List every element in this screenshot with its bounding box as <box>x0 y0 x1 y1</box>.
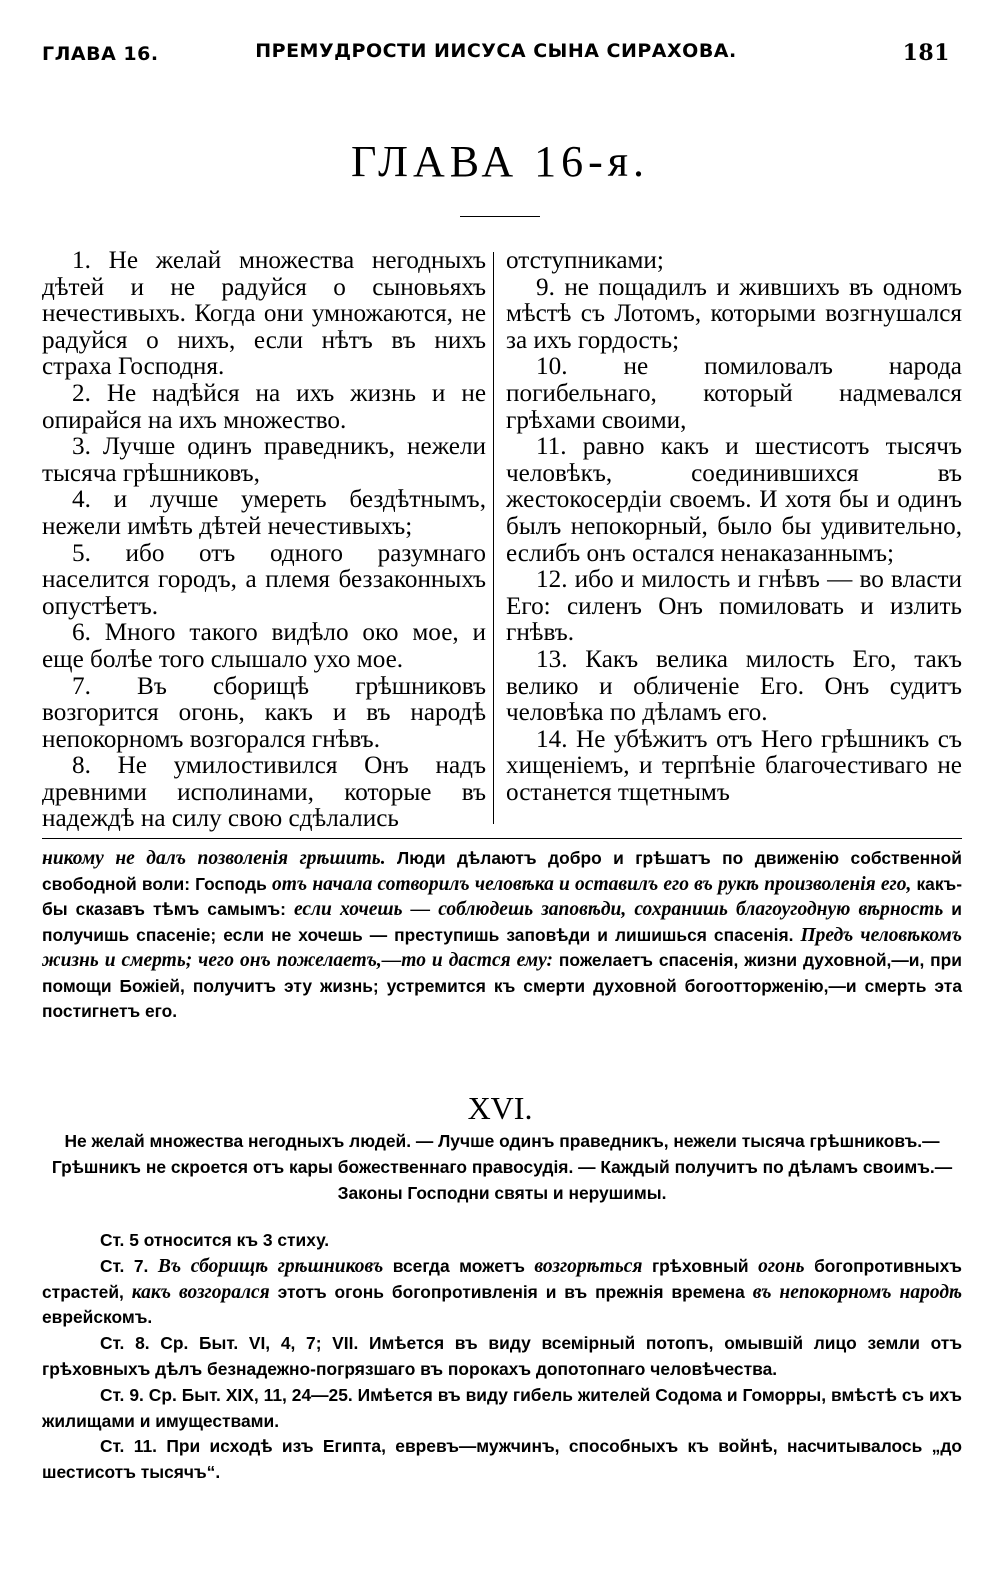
note-run: Ст. 9. Ср. Быт. XIX, 11, 24—25. Имѣется въ виду гибель жителей Содома и Гоморры, вмѣстѣ съ ихъ жилищами и имуществами. <box>42 1384 962 1431</box>
note <box>42 1434 962 1486</box>
note <box>42 1383 962 1435</box>
title-divider <box>460 216 540 217</box>
header-chapter-label: ГЛАВА 16. <box>42 43 159 65</box>
page-number: 181 <box>902 40 950 66</box>
note-run: Ст. 8. Ср. Быт. VI, 4, 7; VII. Имѣется въ виду всемірный потопъ, омывшій лицо земли отъ грѣховныхъ дѣлъ безнадежно-погрязшаго въ порокахъ допотопнаго человѣчества. <box>42 1333 962 1379</box>
commentary-run: пожелаетъ спасенія, жизни духовной,—и, при помощи Божіей, получитъ эту жизнь; устремится къ смерти духовной богоотторженію,—и смерть эта постигнетъ его. <box>42 950 962 1021</box>
verse: 1. Не желай множества негодныхъ дѣтей и не радуйся о сыновьяхъ нечестивыхъ. Когда они умножаются, не радуйся о нихъ, если нѣтъ въ нихъ страха Господня. <box>42 247 486 381</box>
note-run: богопротивныхъ страстей, <box>42 1255 962 1302</box>
commentary-run: никому не далъ позволенія грѣшить. <box>42 848 386 869</box>
verse-notes <box>42 1228 962 1486</box>
right-column <box>506 248 962 806</box>
running-header <box>42 40 950 70</box>
verse: 12. ибо и милость и гнѣвъ — во власти Его: силенъ Онъ помиловать и излить гнѣвъ. <box>506 566 962 647</box>
note-run: какъ возгорался <box>131 1281 270 1303</box>
commentary-run: отъ начала сотворилъ человѣка и оставилъ его въ рукѣ произволенія его, <box>271 873 912 895</box>
note-run: Въ сборищѣ грѣшниковъ <box>157 1255 384 1277</box>
commentary-run: Предъ человѣкомъ жизнь и смерть; чего онъ пожелаетъ,—то и дастся ему: <box>42 924 962 972</box>
note <box>42 1254 962 1331</box>
verse: 10. не помиловалъ народа погибельнаго, который надмевался грѣхами своими, <box>506 353 962 434</box>
verse: 3. Лучше одинъ праведникъ, нежели тысяча грѣшниковъ, <box>42 433 486 487</box>
verse: 5. ибо отъ одного разумнаго населится городъ, а племя беззаконныхъ опустѣетъ. <box>42 539 486 620</box>
commentary-run: и получишь спасеніе; если не хочешь — преступишь заповѣди и лишишься спасенія. <box>42 899 962 945</box>
note-run: возгорѣться <box>534 1255 643 1277</box>
verse: 11. равно какъ и шестисотъ тысячъ человѣкъ, соединившихся въ жестокосердіи своемъ. И хотя бы и одинъ былъ непокорный, было бы удивительно, еслибъ онъ остался ненаказаннымъ; <box>506 433 962 567</box>
section-numeral: XVI. <box>467 1090 533 1126</box>
note-run: этотъ огонь богопротивленія и въ прежнія времена <box>269 1281 753 1302</box>
section-summary: Не желай множества негодныхъ людей. — Лучше одинъ праведникъ, нежели тысяча грѣшниковъ.—Грѣшникъ не скроется отъ кары божественнаго правосудія. — Каждый получитъ по дѣламъ своимъ.—Законы Господни святы и нерушимы. <box>51 1131 953 1204</box>
verse: 13. Какъ велика милость Его, такъ велико и обличеніе Его. Онъ судитъ человѣка по дѣламъ его. <box>506 645 962 727</box>
verse: 2. Не надѣйся на ихъ жизнь и не опирайся на ихъ множество. <box>42 379 486 434</box>
verse-columns <box>42 247 962 833</box>
note-run: Ст. 5 относится къ 3 стиху. <box>100 1230 330 1250</box>
verse-continuation: отступниками; <box>506 247 664 274</box>
commentary-run: какъ-бы сказавъ тѣмъ самымъ: <box>42 873 962 920</box>
note-run: въ непокорномъ народѣ <box>752 1281 962 1303</box>
verse: 8. Не умилостивился Онъ надъ древними исполинами, которые въ надеждѣ на силу свою сдѣлались <box>42 752 486 833</box>
note-run: еврейскомъ. <box>42 1307 153 1328</box>
note <box>42 1228 962 1254</box>
commentary-run: Люди дѣлаютъ добро и грѣшатъ по движенію собственной свободной воли: Господь <box>42 848 962 894</box>
commentary-paragraph <box>42 846 962 1023</box>
verse: 9. не пощадилъ и жившихъ въ одномъ мѣстѣ съ Лотомъ, которыми возгнушался за ихъ гордость; <box>506 273 962 354</box>
left-column <box>42 248 486 833</box>
column-divider <box>493 252 494 824</box>
verse: 14. Не убѣжитъ отъ Него грѣшникъ съ хищеніемъ, и терпѣніе благочестиваго не останется тщетнымъ <box>506 725 962 806</box>
note <box>42 1331 962 1383</box>
header-book-title: ПРЕМУДРОСТИ ИИСУСА СЫНА СИРАХОВА. <box>255 40 737 62</box>
note-run: всегда можетъ <box>383 1255 535 1276</box>
verse: 4. и лучше умереть бездѣтнымъ, нежели имѣть дѣтей нечестивыхъ; <box>42 486 486 540</box>
verse: 7. Въ сборищѣ грѣшниковъ возгорится огонь, какъ и въ народѣ непокорномъ возгорался гнѣвъ. <box>42 672 486 753</box>
chapter-title: ГЛАВА 16-я. <box>351 137 649 186</box>
note-run: Ст. 7. <box>100 1255 158 1276</box>
note-run: Ст. 11. При исходѣ изъ Египта, евревъ—мужчинъ, способныхъ къ войнѣ, насчитывалось „до шестисотъ тысячъ“. <box>42 1436 962 1483</box>
note-run: грѣховный <box>642 1255 759 1276</box>
text-commentary-divider <box>42 838 962 839</box>
note-run: огонь <box>758 1255 805 1277</box>
verse: 6. Много такого видѣло око мое, и еще болѣе того слышало ухо мое. <box>42 619 486 673</box>
commentary-run: если хочешь — соблюдешь заповѣди, сохранишь благоугодную вѣрность <box>293 899 944 921</box>
